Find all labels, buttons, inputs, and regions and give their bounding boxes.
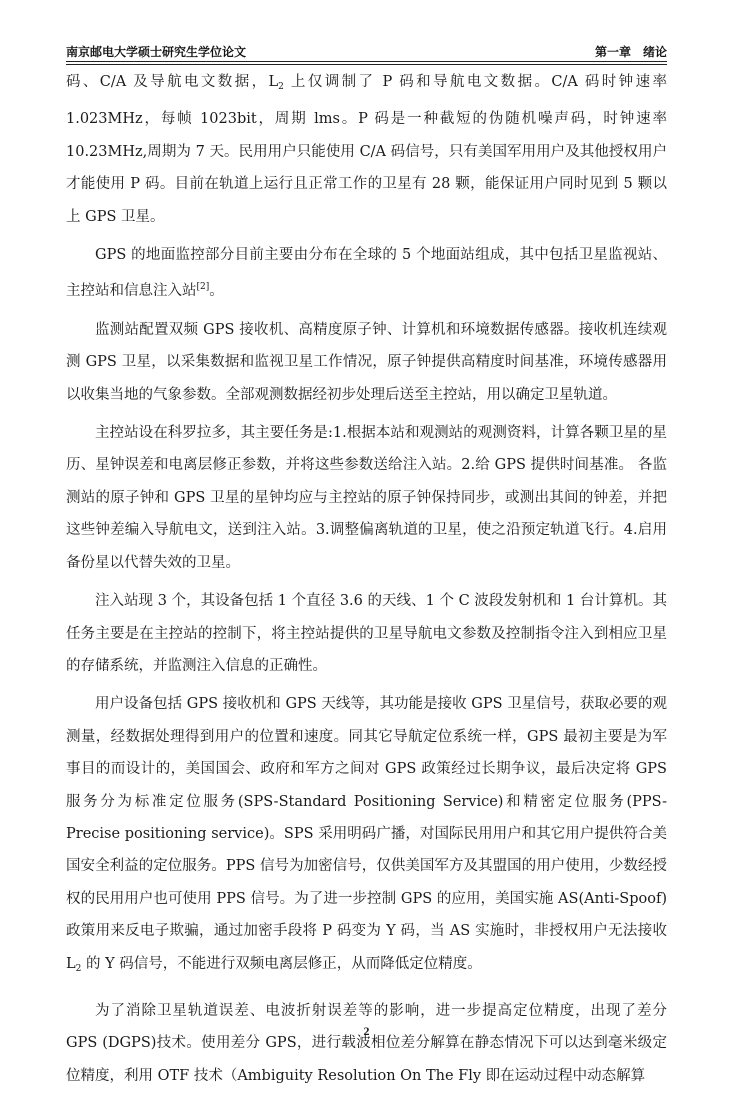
citation-superscript: [2]: [196, 282, 210, 293]
text-run: 的 Y 码信号，不能进行双频电离层修正，从而降低定位精度。: [81, 955, 482, 972]
paragraph: [66, 239, 667, 308]
header-thesis-title: 南京邮电大学硕士研究生学位论文: [66, 45, 247, 59]
paragraph: [66, 417, 667, 579]
header-rule-thick: [66, 61, 667, 62]
paragraph: [66, 314, 667, 411]
running-header: [66, 38, 667, 60]
header-rule-thin: [66, 64, 667, 65]
header-chapter-title: 第一章 绪论: [594, 45, 667, 59]
text-run: 注入站现 3 个，其设备包括 1 个直径 3.6 的天线、1 个 C 波段发射机和 1 台计算机。其任务主要是在主控站的控制下，将主控站提供的卫星导航电文参数及控制指令注入到相应卫星的存储系统，并监测注入信息的正确性。: [66, 593, 667, 674]
text-run: 监测站配置双频 GPS 接收机、高精度原子钟、计算机和环境数据传感器。接收机连续观测 GPS 卫星，以采集数据和监视卫星工作情况，原子钟提供高精度时间基准，环境传感器用以收集当地的气象参数。全部观测数据经初步处理后送至主控站，用以确定卫星轨道。: [66, 321, 667, 403]
text-run: GPS 的地面监控部分目前主要由分布在全球的 5 个地面站组成，其中包括卫星监视站、主控站和信息注入站: [66, 247, 667, 300]
paragraph: [66, 688, 667, 985]
text-run: 用户设备包括 GPS 接收机和 GPS 天线等，其功能是接收 GPS 卫星信号，获取必要的观测量，经数据处理得到用户的位置和速度。同其它导航定位系统一样，GPS 最初主要是为军事目的而设计的，美国国会、政府和军方之间对 GPS 政策经过长期争议，最后决定将 GPS 服务分为标准定位服务(SPS-Standard Positioning Service)和精密定位服务(PPS-Precise positioning service)。SPS 采用明码广播，对国际民用用户和其它用户提供符合美国安全利益的定位服务。PPS 信号为加密信号，仅供美国军方及其盟国的用户使用，少数经授权的民用用户也可使用 PPS 信号。为了进一步控制 GPS 的应用，美国实施 AS(Anti-Spoof)政策用来反电子欺骗，通过加密手段将 P 码变为 Y 码，当 AS 实施时，非授权用户无法接收 L: [66, 696, 667, 972]
body-text: [66, 66, 667, 1098]
text-run: 为了消除卫星轨道误差、电波折射误差等的影响，进一步提高定位精度，出现了差分 GPS (DGPS)技术。使用差分 GPS，进行载波相位差分解算在静态情况下可以达到毫米级定位精度，利用 OTF 技术（Ambiguity Resolution On The Fly 即在运动过程中动态解算: [66, 1002, 667, 1084]
paragraph: [66, 995, 667, 1092]
text-run: 。: [209, 283, 224, 300]
text-run: 主控站设在科罗拉多，其主要任务是:1.根据本站和观测站的观测资料，计算各颗卫星的星历、星钟误差和电离层修正参数，并将这些参数送给注入站。2.给 GPS 提供时间基准。 各监测站的原子钟和 GPS 卫星的星钟均应与主控站的原子钟保持同步，或测出其间的钟差，并把这些钟差编入导航电文，送到注入站。3.调整偏离轨道的卫星，使之沿预定轨道飞行。4.启用备份星以代替失效的卫星。: [66, 425, 667, 571]
text-run: 码、C/A 及导航电文数据，L: [66, 74, 279, 90]
paragraph: [66, 585, 667, 682]
paragraph: [66, 66, 667, 233]
subscript: 2: [75, 963, 82, 974]
page-number: 2: [363, 1024, 370, 1038]
text-run: 上仅调制了 P 码和导航电文数据。C/A 码时钟速率 1.023MHz，每帧 1023bit，周期 lms。P 码是一种截短的伪随机噪声码，时钟速率 10.23MHz,周期为 7 天。民用用户只能使用 C/A 码信号，只有美国军用用户及其他授权用户才能使用 P 码。目前在轨道上运行且正常工作的卫星有 28 颗，能保证用户同时见到 5 颗以上 GPS 卫星。: [66, 74, 667, 225]
subscript: 2: [278, 82, 284, 92]
